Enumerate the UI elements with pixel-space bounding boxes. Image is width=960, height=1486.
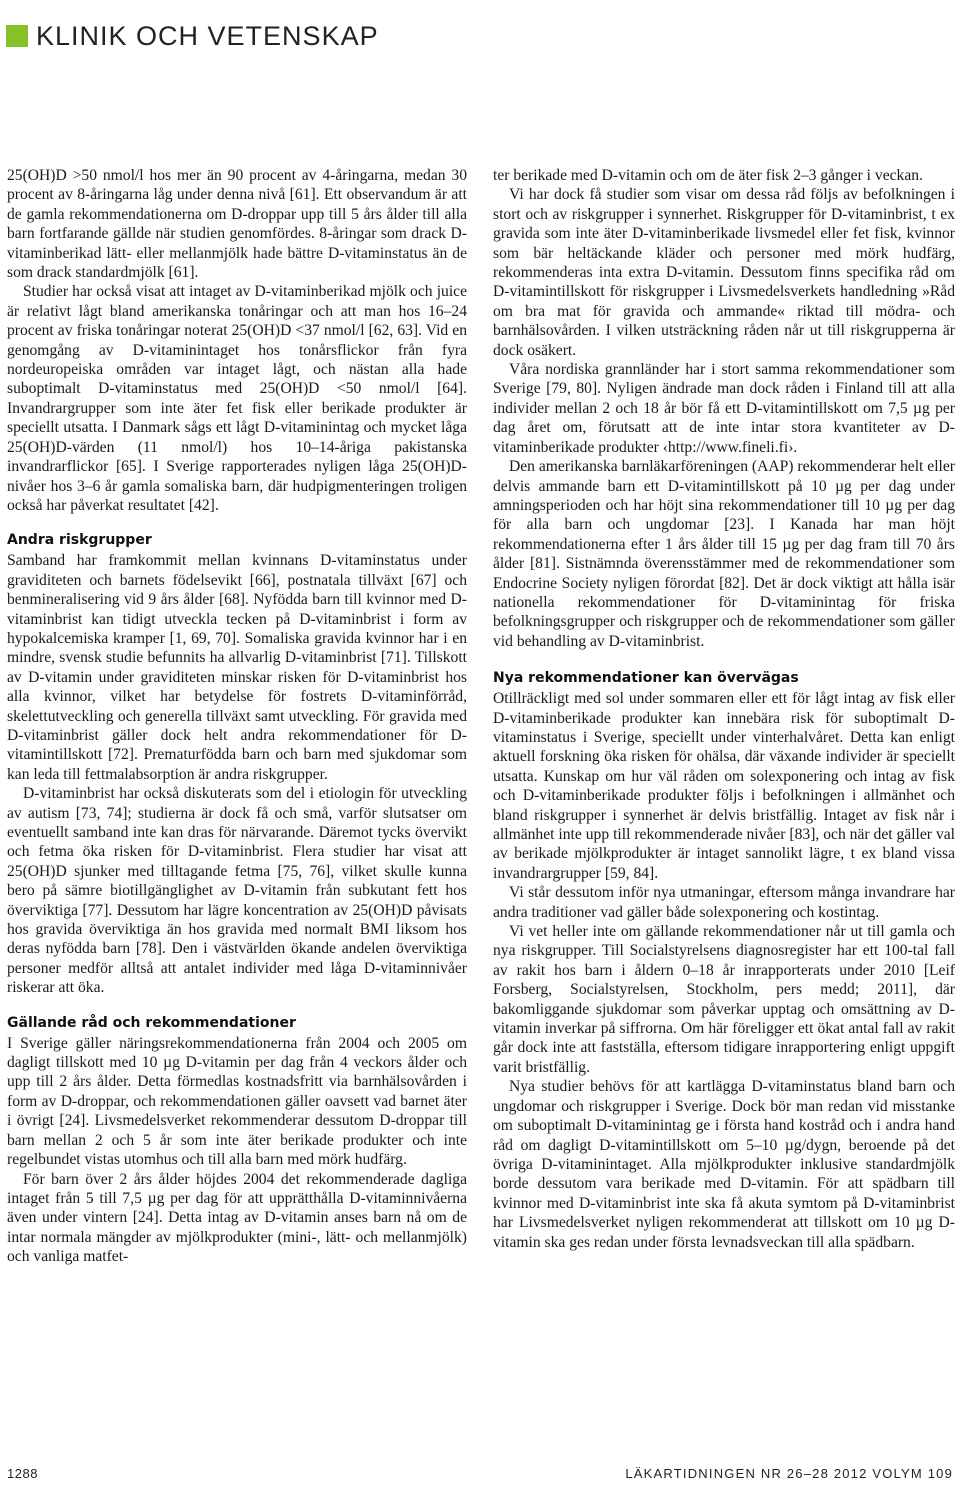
- left-column: [7, 166, 467, 1267]
- paragraph: Vi står dessutom inför nya utmaningar, eftersom många invandrare har andra traditioner vad gäller både solexponering och kostintag.: [493, 884, 955, 921]
- section-header: [0, 18, 960, 54]
- paragraph: Den amerikanska barnläkarföreningen (AAP) rekommenderar helt eller delvis ammande barn ett D-vitamintillskott på 10 µg per dag under amningsperioden och har höjt sina rekommendationer till 10 µg per dag för alla barn och ungdomar [23]. I Kanada har man höjt rekommendationerna efter 1 års ålder till 15 µg per dag fram till 70 års ålder [81]. Sistnämnda överensstämmer med de rekommendationer som Endocrine Society nyligen förordat [82]. Det är dock viktigt att hålla isär nationella rekommendationer för D-vitaminintag för friska befolkningsgrupper och riskgrupper och de rekommendationer som gäller vid behandling av D-vitaminbrist.: [493, 458, 955, 650]
- journal-info: LÄKARTIDNINGEN NR 26–28 2012 VOLYM 109: [625, 1466, 953, 1481]
- section-title: KLINIK OCH VETENSKAP: [36, 20, 379, 51]
- paragraph: Våra nordiska grannländer har i stort samma rekommendationer som Sverige [79, 80]. Nyligen ändrade man dock råden i Finland till att alla individer mellan 2 och 18 år bör få ett D-vitamintillskott om 7,5 µg per dag året om, förutsatt att de inte intar stora kvantiteter av D-vitaminberikade produkter ‹http://www.fineli.fi›.: [493, 361, 955, 456]
- paragraph: För barn över 2 års ålder höjdes 2004 det rekommenderade dagliga intaget från 5 till 7,5 µg per dag för att upprätthålla D-vitaminnivåerna även under vintern [24]. Detta intag av D-vitamin anses barn nå om de intar normala mängder av mjölkprodukter (mini-, lätt- och mellanmjölk) och vanliga matfet-: [7, 1170, 467, 1266]
- subheading-andra-riskgrupper: Andra riskgrupper: [7, 532, 152, 549]
- subheading-nya-rekommendationer: Nya rekommendationer kan övervägas: [493, 670, 799, 687]
- paragraph: I Sverige gäller näringsrekommendationerna från 2004 och 2005 om dagligt tillskott med 10 µg D-vitamin per dag från 4 veckors ålder och upp till 2 års ålder. Detta förmedlas kostnadsfritt via barnhälsovården i form av D-droppar, och rekommendationen gäller oavsett vad barnet äter i övrigt [24]. Livsmedelsverket rekommenderar dessutom D-droppar till barn mellan 2 och 5 år som inte äter berikade produkter och inte regelbundet vistas utomhus och till alla barn med mörk hudfärg.: [7, 1034, 467, 1169]
- page-footer: [0, 1466, 960, 1486]
- paragraph: D-vitaminbrist har också diskuterats som del i etiologin för utveckling av autism [73, 74]; studierna är dock få och små, varför slutsatser om eventuellt samband inte kan dras för närvarande. Däremot tycks övervikt och fetma öka risken för D-vitaminbrist. Flera studier har visat att 25(OH)D sjunker med tilltagande fetma [75, 76], vilket skulle kunna bero på sämre biotillgänglighet av D-vitamin från subkutant fett hos överviktiga [77]. Dessutom har lägre koncentration av 25(OH)D påvisats hos gravida överviktiga än hos gravida med normalt BMI liksom hos deras nyfödda barn [78]. Den i västvärlden ökande andelen överviktiga personer medför alltså att antalet individer med låga D-vitaminnivåer riskerar att öka.: [7, 785, 467, 997]
- paragraph: Samband har framkommit mellan kvinnans D-vitaminstatus under graviditeten och barnets födelsevikt [66], postnatala tillväxt [67] och benmineralisering vid 9 års ålder [68]. Nyfödda barn till kvinnor med D-vitaminbrist kan tidigt utveckla tecken på D-vitaminbrist i form av hypokalcemiska kramper [1, 69, 70]. Somaliska gravida kvinnor har i en mindre, svensk studie befunnits ha allvarlig D-vitaminbrist [71]. Tillskott av D-vitamin under graviditeten minskar risken för D-vitaminbrist hos alla kvinnor, vilket har betydelse för fostrets D-vitaminförråd, skelettutveckling och generella tillväxt samt utveckling. För gravida med D-vitaminbrist gäller dock helt andra rekommendationer för D-vitamintillskott [72]. Prematurfödda barn och barn med sjukdomar som kan leda till fettmalabsorption är andra riskgrupper.: [7, 552, 467, 783]
- subheading-gallande-rad: Gällande råd och rekommendationer: [7, 1014, 296, 1031]
- paragraph: Vi vet heller inte om gällande rekommendationer når ut till gamla och nya riskgrupper. Till Socialstyrelsens diagnosregister har ett 100-tal fall av rakit hos barn i åldern 0–18 år inrapporterats under 2010 [Leif Forsberg, Socialstyrelsen, Stockholm, pers medd; 2011], där bakomliggande sjukdomar som påverkar upptag och omsättning av D-vitamin inverkar på siffrorna. Om här föreligger ett ökat antal fall av rakit går dock inte att fastställa, eftersom tidigare inrapportering enligt uppgift varit bristfällig.: [493, 923, 955, 1076]
- right-column: [493, 166, 955, 1252]
- page-number: 1288: [7, 1466, 38, 1481]
- paragraph: Otillräckligt med sol under sommaren eller ett för lågt intag av fisk eller D-vitaminberikade produkter kan innebära risk för suboptimalt D-vitaminstatus i Sverige, speciellt under vinterhalvåret. Detta kan enligt aktuell forskning öka risken för ohälsa, där växande individer är speciellt utsatta. Kunskap om hur väl råden om solexponering och intag av fisk och D-vitaminberikade produkter följs i befolkningen i allmänhet och bland riskgrupper i synnerhet är delvis bristfällig. Intaget av fisk når i allmänhet inte upp till rekommenderade nivåer [83], och när det gäller val av berikade mjölkprodukter är intaget sannolikt lägre, t ex bland vissa invandrargrupper [59, 84].: [493, 690, 955, 882]
- paragraph: ter berikade med D-vitamin och om de äter fisk 2–3 gånger i veckan.: [493, 167, 923, 184]
- paragraph: Studier har också visat att intaget av D-vitaminberikad mjölk och juice är relativt lågt bland amerikanska tonåringar och att man hos 16–24 procent av friska tonåringar noterat 25(OH)D <37 nmol/l [62, 63]. Vid en genomgång av D-vitaminintaget hos tonårsflickor från fyra nordeuropeiska områden var intaget lågt, och nästan alla hade suboptimalt D-vitaminstatus med 25(OH)D <50 nmol/l [64]. Invandrargrupper som inte äter fet fisk eller berikade produkter är speciellt utsatta. I Danmark sågs ett lågt D-vitaminintag och mycket låga 25(OH)D-värden (11 nmol/l) hos 10–14-åriga pakistanska invandrarflickor [65]. I Sverige rapporterades nyligen låga 25(OH)D-nivåer hos 3–6 år gamla somaliska barn, där hudpigmenteringen troligen också har påverkat resultatet [42].: [7, 283, 467, 514]
- paragraph: 25(OH)D >50 nmol/l hos mer än 90 procent av 4-åringarna, medan 30 procent av 8-åringarna låg under denna nivå [61]. Ett observandum är att de gamla rekommendationerna om D-droppar upp till 5 års ålder till alla barn fortfarande gällde när studien genomfördes. 8-åringar som drack D-vitaminberikad lätt- eller mellanmjölk hade bättre D-vitaminstatus än de som drack standardmjölk [61].: [7, 167, 467, 282]
- paragraph: Nya studier behövs för att kartlägga D-vitaminstatus bland barn och ungdomar och riskgrupper i Sverige. Dock bör man redan vid misstanke om suboptimalt D-vitaminintag ge i första hand kostråd och i andra hand råd om dagligt D-vitamintillskott om 5–10 µg/dygn, beroende på det övriga D-vitaminintaget. Alla mjölkprodukter inklusive standardmjölk borde dessutom vara berikade med D-vitamin. För att spädbarn till kvinnor med D-vitaminbrist inte ska få akuta symtom på D-vitaminbrist har Livsmedelsverket nyligen rekommenderat att tillskott om 10 µg D-vitamin ska ges redan under första levnadsveckan till alla spädbarn.: [493, 1078, 955, 1251]
- paragraph: Vi har dock få studier som visar om dessa råd följs av befolkningen i stort och av riskgrupper i synnerhet. Riskgrupper för D-vitaminbrist, t ex gravida som inte äter D-vitaminberikade livsmedel eller fet fisk, kvinnor som bär heltäckande kläder och personer med mörk hudfärg, rekommenderas inta extra D-vitamin. Dessutom finns specifika råd om D-vitamintillskott för riskgrupper i Livsmedelsverkets handledning »Råd om bra mat för gravida och ammande« riktad till mödra- och barnhälsovården. I vilken utsträckning råden når ut till riskgrupperna är dock osäkert.: [493, 186, 955, 359]
- section-color-square: [6, 25, 28, 47]
